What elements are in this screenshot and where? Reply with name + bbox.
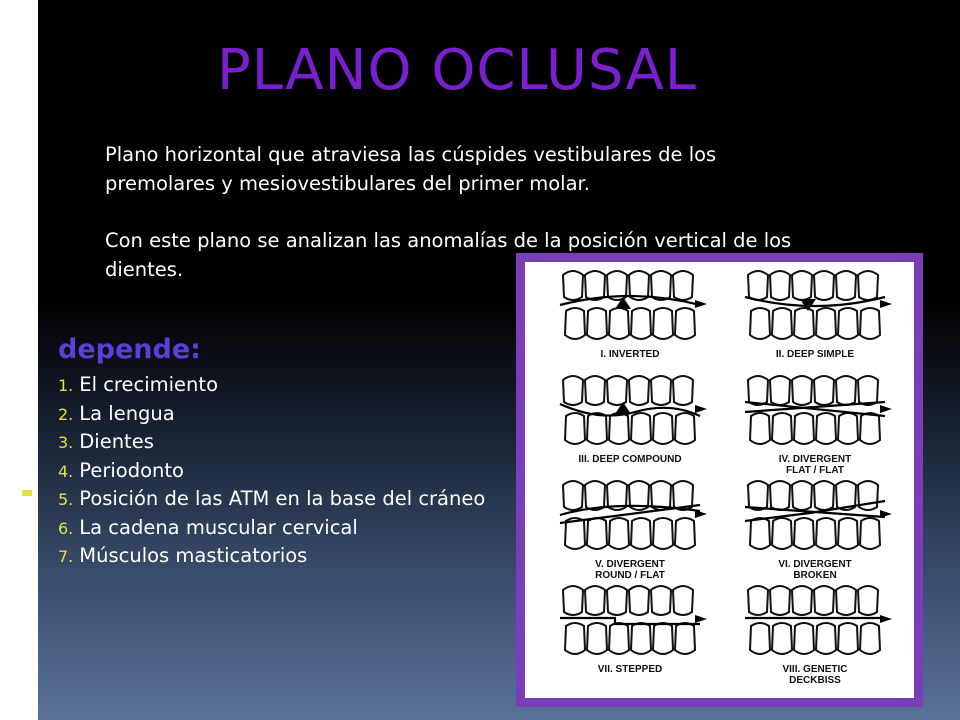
- lower-tooth-icon: [653, 623, 673, 654]
- list-text: La lengua: [79, 401, 175, 425]
- upper-tooth-icon: [673, 586, 693, 615]
- lower-tooth-icon: [794, 518, 814, 549]
- panel-caption: III. DEEP COMPOUND: [578, 454, 682, 465]
- lower-tooth-icon: [609, 413, 629, 444]
- lower-tooth-icon: [675, 308, 695, 339]
- list-text: Dientes: [79, 430, 154, 453]
- lower-tooth-icon: [675, 413, 695, 444]
- arrow-head-icon: [880, 510, 892, 518]
- occlusal-plane-figure: [516, 253, 923, 707]
- lower-tooth-icon: [750, 308, 770, 339]
- lower-tooth-icon: [565, 308, 585, 339]
- upper-tooth-icon: [651, 586, 671, 615]
- lower-tooth-icon: [653, 308, 673, 339]
- occlusion-panel: [745, 481, 892, 581]
- arrow-head-icon: [695, 615, 707, 623]
- arrow-head-icon: [695, 300, 707, 308]
- upper-tooth-icon: [748, 586, 768, 615]
- list-item: [58, 457, 513, 486]
- panel-caption: IV. DIVERGENT: [778, 454, 852, 465]
- decor-bar-top-1: [22, 14, 32, 36]
- panel-caption: FLAT / FLAT: [786, 465, 844, 476]
- lower-tooth-icon: [860, 623, 880, 654]
- upper-tooth-icon: [836, 586, 856, 615]
- upper-tooth-icon: [792, 481, 812, 510]
- factors-list: [58, 371, 513, 571]
- lower-tooth-icon: [772, 623, 792, 654]
- lower-tooth-icon: [609, 623, 629, 654]
- lower-tooth-icon: [794, 413, 814, 444]
- list-item: [58, 542, 513, 571]
- upper-tooth-icon: [792, 271, 812, 300]
- panel-caption: V. DIVERGENT: [595, 559, 665, 570]
- lower-tooth-icon: [816, 308, 836, 339]
- lower-tooth-icon: [772, 413, 792, 444]
- upper-tooth-icon: [770, 481, 790, 510]
- decor-bar-bottom-accent: [22, 490, 32, 496]
- lower-tooth-icon: [816, 413, 836, 444]
- upper-tooth-icon: [836, 376, 856, 405]
- list-item: [58, 514, 513, 543]
- lower-tooth-icon: [565, 623, 585, 654]
- panel-caption: VIII. GENETIC: [782, 664, 848, 675]
- occlusal-plane-line: [560, 618, 700, 624]
- upper-tooth-icon: [651, 271, 671, 300]
- lower-tooth-icon: [816, 518, 836, 549]
- lower-tooth-icon: [750, 518, 770, 549]
- lower-tooth-icon: [653, 413, 673, 444]
- upper-tooth-icon: [607, 376, 627, 405]
- list-text: El crecimiento: [79, 373, 218, 396]
- list-item: [58, 371, 513, 400]
- upper-tooth-icon: [770, 271, 790, 300]
- list-item: [58, 428, 513, 457]
- panel-caption: I. INVERTED: [600, 349, 660, 360]
- lower-tooth-icon: [838, 518, 858, 549]
- list-text: La cadena muscular cervical: [79, 515, 358, 539]
- upper-tooth-icon: [858, 271, 878, 300]
- decor-bar-bottom-1: [22, 480, 32, 488]
- list-number: 3.: [58, 433, 74, 452]
- lower-tooth-icon: [587, 413, 607, 444]
- panel-caption: ROUND / FLAT: [595, 570, 665, 581]
- upper-tooth-icon: [814, 586, 834, 615]
- occlusion-panel: [745, 376, 892, 476]
- lower-tooth-icon: [653, 518, 673, 549]
- upper-tooth-icon: [814, 376, 834, 405]
- list-number: 4.: [58, 461, 74, 481]
- list-text: Músculos masticatorios: [79, 544, 308, 567]
- lower-tooth-icon: [750, 623, 770, 654]
- panel-caption: BROKEN: [793, 570, 837, 581]
- upper-tooth-icon: [770, 586, 790, 615]
- upper-tooth-icon: [563, 271, 583, 300]
- upper-tooth-icon: [673, 376, 693, 405]
- upper-tooth-icon: [563, 376, 583, 405]
- lower-tooth-icon: [675, 623, 695, 654]
- upper-tooth-icon: [836, 271, 856, 300]
- upper-tooth-icon: [792, 586, 812, 615]
- occlusion-panel: [560, 271, 707, 360]
- lower-tooth-icon: [860, 308, 880, 339]
- upper-tooth-icon: [748, 376, 768, 405]
- panel-caption: VII. STEPPED: [597, 664, 663, 675]
- lower-tooth-icon: [631, 413, 651, 444]
- lower-tooth-icon: [750, 413, 770, 444]
- lower-tooth-icon: [587, 518, 607, 549]
- upper-tooth-icon: [748, 271, 768, 300]
- left-white-stripe: [0, 0, 38, 720]
- list-item: [58, 485, 513, 514]
- list-text: Periodonto: [79, 458, 184, 482]
- factors-heading: depende:: [58, 334, 201, 365]
- lower-tooth-icon: [609, 308, 629, 339]
- lower-tooth-icon: [587, 623, 607, 654]
- lower-tooth-icon: [631, 308, 651, 339]
- list-number: 7.: [58, 547, 74, 566]
- panel-caption: II. DEEP SIMPLE: [775, 349, 855, 360]
- occlusion-panel: [745, 271, 892, 360]
- decor-bar-bottom-2: [22, 500, 32, 504]
- lower-tooth-icon: [631, 623, 651, 654]
- upper-tooth-icon: [607, 586, 627, 615]
- arrow-head-icon: [695, 510, 707, 518]
- list-number: 5.: [58, 490, 74, 509]
- upper-tooth-icon: [814, 481, 834, 510]
- list-number: 1.: [58, 376, 74, 395]
- upper-tooth-icon: [585, 376, 605, 405]
- upper-tooth-icon: [585, 586, 605, 615]
- upper-tooth-icon: [563, 481, 583, 510]
- decor-bar-top-2: [22, 40, 32, 100]
- lower-tooth-icon: [860, 518, 880, 549]
- occlusion-panel: [560, 376, 707, 465]
- slide-title: PLANO OCLUSAL: [217, 38, 698, 103]
- arrow-head-icon: [695, 405, 707, 413]
- arrow-head-icon: [880, 405, 892, 413]
- lower-tooth-icon: [838, 623, 858, 654]
- lower-tooth-icon: [838, 308, 858, 339]
- lower-tooth-icon: [631, 518, 651, 549]
- lower-tooth-icon: [772, 308, 792, 339]
- upper-tooth-icon: [814, 271, 834, 300]
- lower-tooth-icon: [772, 518, 792, 549]
- list-number: 2.: [58, 404, 74, 424]
- upper-tooth-icon: [585, 481, 605, 510]
- list-item: [58, 400, 513, 429]
- occlusion-panel: [560, 481, 707, 581]
- upper-tooth-icon: [629, 376, 649, 405]
- occlusal-plane-diagram: [525, 262, 914, 698]
- analysis-paragraph: Con este plano se analizan las anomalías de la posición vertical de los dientes.: [105, 229, 792, 281]
- panel-caption: DECKBISS: [789, 675, 841, 686]
- list-number: 6.: [58, 518, 74, 538]
- upper-tooth-icon: [792, 376, 812, 405]
- upper-tooth-icon: [585, 271, 605, 300]
- upper-tooth-icon: [748, 481, 768, 510]
- upper-tooth-icon: [673, 271, 693, 300]
- upper-tooth-icon: [563, 586, 583, 615]
- lower-tooth-icon: [794, 308, 814, 339]
- definition-paragraph: Plano horizontal que atraviesa las cúspides vestibulares de los premolares y mesiovestibulares del primer molar.: [105, 143, 717, 195]
- upper-tooth-icon: [629, 586, 649, 615]
- upper-tooth-icon: [858, 376, 878, 405]
- upper-tooth-icon: [651, 376, 671, 405]
- list-text: Posición de las ATM en la base del cráneo: [79, 487, 486, 510]
- lower-tooth-icon: [860, 413, 880, 444]
- arrow-head-icon: [880, 615, 892, 623]
- lower-tooth-icon: [675, 518, 695, 549]
- occlusion-panel: [560, 586, 707, 675]
- occlusion-panel: [745, 586, 892, 686]
- lower-tooth-icon: [794, 623, 814, 654]
- lower-tooth-icon: [609, 518, 629, 549]
- lower-tooth-icon: [565, 413, 585, 444]
- upper-tooth-icon: [770, 376, 790, 405]
- upper-tooth-icon: [858, 586, 878, 615]
- arrow-head-icon: [880, 300, 892, 308]
- lower-tooth-icon: [816, 623, 836, 654]
- lower-tooth-icon: [838, 413, 858, 444]
- panel-caption: VI. DIVERGENT: [778, 559, 852, 570]
- lower-tooth-icon: [587, 308, 607, 339]
